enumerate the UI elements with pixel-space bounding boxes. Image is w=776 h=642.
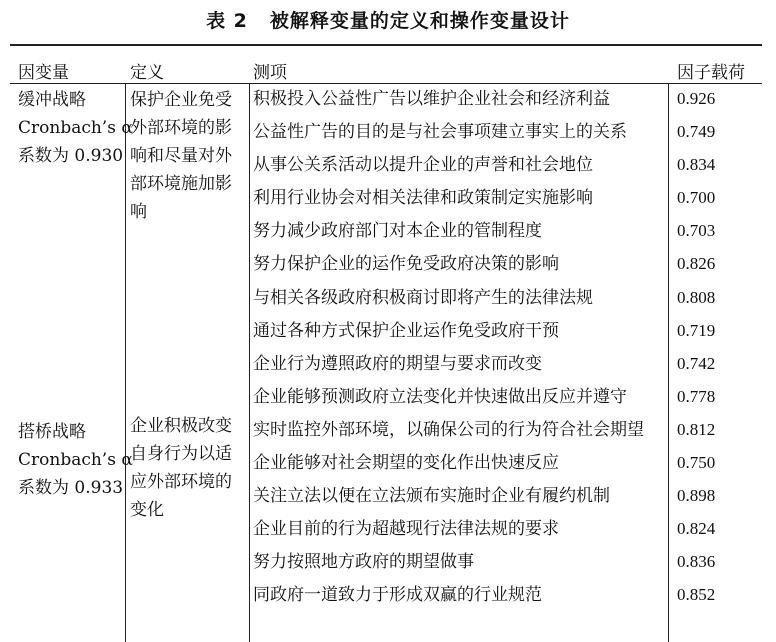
- item-text: 企业目前的行为超越现行法律法规的要求: [253, 519, 559, 539]
- definition-line: 应外部环境的: [130, 472, 232, 492]
- table-title-text: 被解释变量的定义和操作变量设计: [269, 10, 570, 32]
- loading-value: 0.808: [677, 288, 716, 307]
- table-number: 表 2: [206, 10, 248, 32]
- loading-value: 0.749: [677, 122, 716, 141]
- loading-value: 0.812: [677, 420, 716, 439]
- item-text: 同政府一道致力于形成双赢的行业规范: [253, 585, 542, 605]
- header-definition: 定义: [130, 63, 164, 83]
- alpha-value: 系数为 0.933: [18, 478, 124, 498]
- definition-bridge: [130, 412, 232, 524]
- definition-line: 自身行为以适: [130, 444, 232, 464]
- definition-line: 部环境施加影: [130, 174, 232, 194]
- definition-line: 响: [130, 202, 147, 222]
- alpha-label: Cronbach’s α: [18, 118, 133, 138]
- definition-buffer: [130, 86, 232, 226]
- loading-value: 0.836: [677, 552, 716, 571]
- item-text: 从事公关系活动以提升企业的声誉和社会地位: [253, 155, 593, 175]
- item-text: 与相关各级政府积极商讨即将产生的法律法规: [253, 288, 593, 308]
- item-text: 企业能够对社会期望的变化作出快速反应: [253, 453, 559, 473]
- loading-value: 0.824: [677, 519, 716, 538]
- loading-value: 0.719: [677, 321, 716, 340]
- item-text: 关注立法以便在立法颁布实施时企业有履约机制: [253, 486, 610, 506]
- item-text: 通过各种方式保护企业运作免受政府干预: [253, 321, 559, 341]
- variable-name: 搭桥战略: [18, 422, 86, 442]
- loading-value: 0.703: [677, 221, 716, 240]
- loading-value: 0.852: [677, 585, 716, 604]
- variable-name: 缓冲战略: [18, 90, 86, 110]
- item-text: 努力按照地方政府的期望做事: [253, 552, 474, 572]
- loading-value: 0.750: [677, 453, 716, 472]
- item-text: 努力减少政府部门对本企业的管制程度: [253, 221, 542, 241]
- item-text: 企业行为遵照政府的期望与要求而改变: [253, 354, 542, 374]
- table-title: [0, 6, 776, 33]
- top-rule: [10, 44, 762, 46]
- item-text: 企业能够预测政府立法变化并快速做出反应并遵守: [253, 387, 627, 407]
- variable-group-buffer: [18, 86, 133, 170]
- definition-line: 变化: [130, 500, 164, 520]
- header-loading: 因子载荷: [677, 63, 745, 83]
- loading-value: 0.700: [677, 188, 716, 207]
- column-divider: [249, 84, 250, 642]
- definition-line: 保护企业免受: [130, 90, 232, 110]
- alpha-value: 系数为 0.930: [18, 146, 124, 166]
- column-divider: [668, 84, 669, 642]
- definition-line: 企业积极改变: [130, 416, 232, 436]
- item-text: 公益性广告的目的是与社会事项建立事实上的关系: [253, 122, 627, 142]
- alpha-label: Cronbach’s α: [18, 450, 133, 470]
- definition-line: 响和尽量对外: [130, 146, 232, 166]
- item-text: 实时监控外部环境，以确保公司的行为符合社会期望: [253, 420, 644, 440]
- loading-value: 0.826: [677, 254, 716, 273]
- loading-value: 0.834: [677, 155, 716, 174]
- loading-value: 0.778: [677, 387, 716, 406]
- header-item: 测项: [253, 63, 287, 83]
- item-text: 利用行业协会对相关法律和政策制定实施影响: [253, 188, 593, 208]
- definition-line: 外部环境的影: [130, 118, 232, 138]
- loading-value: 0.926: [677, 89, 716, 108]
- header-variable: 因变量: [18, 63, 69, 83]
- variable-group-bridge: [18, 418, 133, 502]
- item-text: 努力保护企业的运作免受政府决策的影响: [253, 254, 559, 274]
- loading-value: 0.898: [677, 486, 716, 505]
- item-text: 积极投入公益性广告以维护企业社会和经济利益: [253, 89, 610, 109]
- loading-value: 0.742: [677, 354, 716, 373]
